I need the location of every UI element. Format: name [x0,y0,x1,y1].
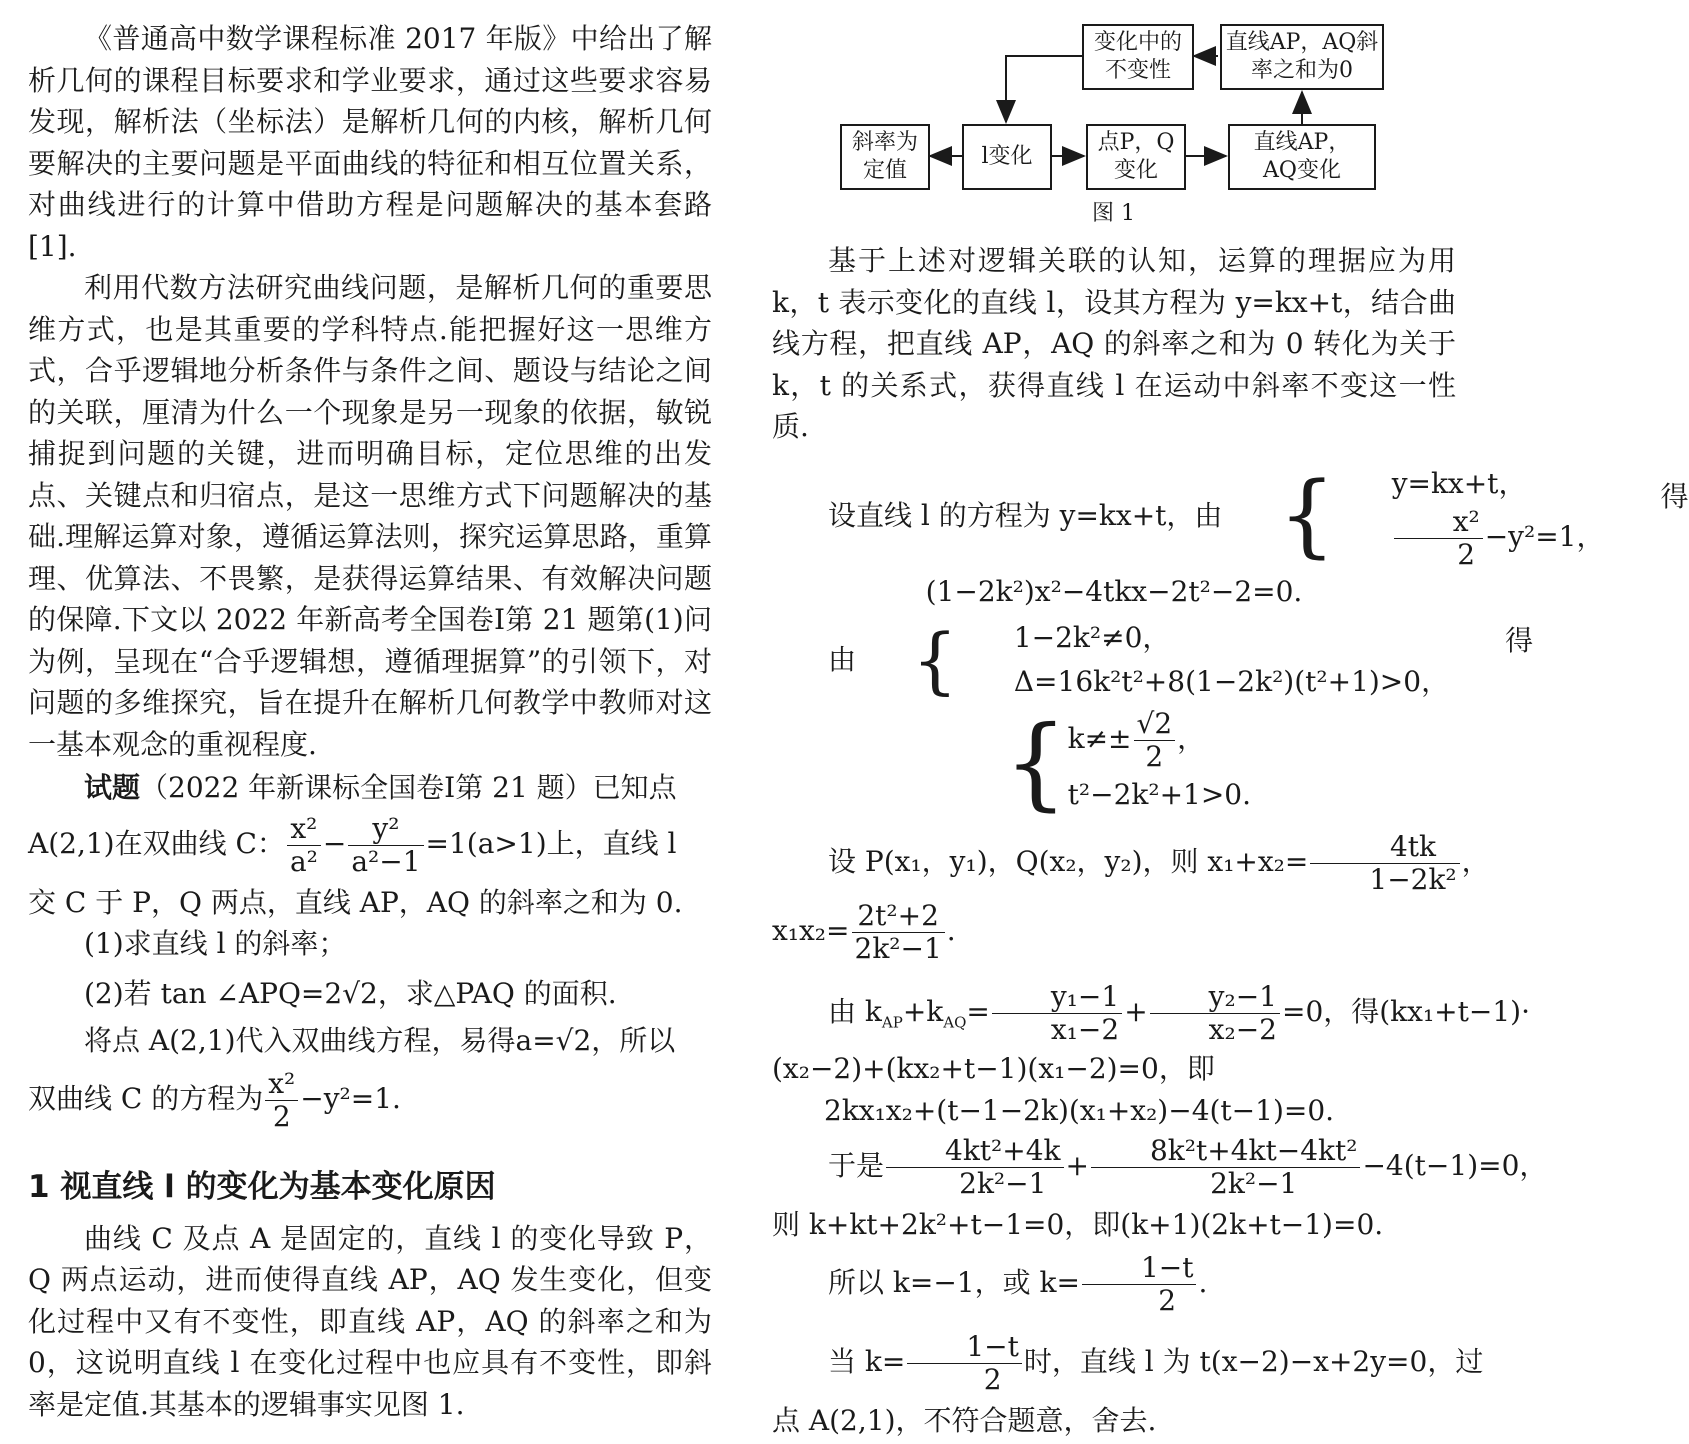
slope-sum-line: 由 $k_{AP}+k_{AQ}=$ $\frac{\text{y₁−1}}{\text{x₁−2}}$ + $\frac{\text{y₂−1}}{\text{x₂−2}}$ =0，得(kx₁+t−1)· [828,980,1530,1046]
section-heading: 1 视直线 l 的变化为基本变化原因 [28,1168,496,1205]
solution-line-2: 双曲线 C 的方程为 $\frac{\text{x²}}{2}$ −y²=1. [28,1066,401,1133]
equation-system-2: 1−2k²≠0， Δ=16k²t²+8(1−2k²)(t²+1)>0， [1013,621,1450,698]
case-line: 当 k= $\frac{1-t}{2}$ 时，直线 l 为 t(x−2)−x+2y=0，过 [828,1329,1484,1396]
solution-line-1: 将点 A(2,1)代入双曲线方程，易得a=√2，所以 [84,1024,676,1057]
vieta-line-2: x₁x₂= $\frac{\text{2t²+2}}{\text{2k²−1}}$ . [772,899,956,965]
substitution-line: 于是 $\frac{\text{4kt²+4k}}{\text{2k²−1}}$ + $\frac{\text{8k²t+4kt−4kt²}}{\text{2k²−1}}$ −4(t−1)=0， [828,1134,1548,1200]
reject-line: 点 A(2,1)，不符合题意，舍去. [772,1403,1157,1437]
box-apaq-change: 直线AP， AQ变化 [1228,124,1376,190]
box-l-change: l变化 [962,124,1052,190]
figure-caption: 图 1 [1092,201,1135,226]
problem-line-2: A(2,1)在双曲线 C： $\frac{\text{x²}}{\text{a²}}$ − $\frac{\text{y²}}{\text{a²−1}}$ =1(a>1)上，直线 l [28,811,677,878]
factor-line: 则 k+kt+2k²+t−1=0，即(k+1)(2k+t−1)=0. [772,1208,1384,1241]
system-1-line: 设直线 l 的方程为 y=kx+t，由 { y=kx+t， $\frac{\text{x²}}{2}$ −y²=1， 得 [828,463,1689,571]
question-2: (2)若 tan ∠APQ=2√2，求△PAQ 的面积. [84,976,617,1010]
problem-line-1 [28,767,712,809]
expanded-line: (x₂−2)+(kx₂+t−1)(x₁−2)=0，即 [772,1052,1215,1085]
fraction: $\frac{\text{y²}}{\text{a²−1}}$ [348,813,423,878]
problem-label: 试题 [84,771,141,804]
quadratic-equation: (1−2k²)x²−4tkx−2t²−2=0. [925,574,1303,608]
method-paragraph: 利用代数方法研究曲线问题，是解析几何的重要思维方式，也是其重要的学科特点.能把握好这一思维方式，合乎逻辑地分析条件与条件之间、题设与结论之间的关联，厘清为什么一个现象是另一现象的依据，敏锐捕捉到问题的关键，进而明确目标，定位思维的出发点、关键点和归宿点，是这一思维方式下问题解决的基础.理解运算对象，遵循运算法则，探究运算思路，重算理、优算法、不畏繁，是获得运算结果、有效解决问题的保障.下文以 2022 年新高考全国卷Ⅰ第 21 题第(1)问为例，呈现在“合乎逻辑想，遵循理据算”的引领下，对问题的多维探究，旨在提升在解析几何教学中教师对这一基本观念的重视程度. [28,271,712,761]
equation-system-3: k≠± $\frac{√2}{2}$ ， t²−2k²+1>0. [1067,707,1252,811]
section-paragraph: 曲线 C 及点 A 是固定的，直线 l 的变化导致 P，Q 两点运动，进而使得直线 AP，AQ 发生变化，但变化过程中又有不变性，即直线 AP，AQ 的斜率之和为 0，这说明直线 l 在变化过程中也应具有不变性，即斜率是定值.其基本的逻辑事实见图 1. [28,1221,712,1421]
fraction: $\frac{\text{x²}}{2}$ [265,1068,298,1133]
left-column [28,0,712,1425]
logic-paragraph: 基于上述对逻辑关联的认知，运算的理据应为用 k，t 表示变化的直线 l，设其方程为 y=kx+t，结合曲线方程，把直线 AP，AQ 的斜率之和为 0 转化为关于 k，t 的关系式，获得直线 l 在运动中斜率不变这一性质. [772,244,1456,443]
equation-system-1: y=kx+t， $\frac{\text{x²}}{2}$ −y²=1， [1391,466,1605,571]
right-column [772,0,1689,1441]
result-line: 所以 k=−1，或 k= $\frac{1-t}{2}$ . [828,1250,1208,1317]
problem-line-3: 交 C 于 P，Q 两点，直线 AP，AQ 的斜率之和为 0. [28,885,683,919]
box-pq-change: 点P，Q 变化 [1086,124,1186,190]
system-2-line: 由 { 1−2k²≠0， Δ=16k²t²+8(1−2k²)(t²+1)>0， 得 [828,618,1534,702]
box-slope-constant: 斜率为 定值 [840,124,930,190]
box-slope-sum-zero: 直线AP，AQ斜 率之和为0 [1220,24,1384,90]
intro-paragraph: 《普通高中数学课程标准 2017 年版》中给出了解析几何的课程目标要求和学业要求，通过这些要求容易发现，解析法（坐标法）是解析几何的内核，解析几何要解决的主要问题是平面曲线的特征和相互位置关系，对曲线进行的计算中借助方程是问题解决的基本套路[1]. [28,22,712,263]
figure-1-diagram [772,0,1456,240]
arrow-invariant-to-l [1006,56,1082,122]
question-1: (1)求直线 l 的斜率； [84,927,347,960]
vieta-line-1: 设 P(x₁，y₁)，Q(x₂，y₂)，则 x₁+x₂= $\frac{4tk}{\text{1−2k²}}$ ， [828,830,1490,896]
fraction: $\frac{\text{x²}}{\text{a²}}$ [287,813,321,878]
system-3-line: { k≠± $\frac{√2}{2}$ ， t²−2k²+1>0. [1004,703,1252,821]
box-invariant: 变化中的 不变性 [1082,24,1194,90]
problem-source: （2022 年新课标全国卷Ⅰ第 21 题）已知点 [140,771,677,804]
equation-2: 2kx₁x₂+(t−1−2k)(x₁+x₂)−4(t−1)=0. [824,1093,1335,1127]
